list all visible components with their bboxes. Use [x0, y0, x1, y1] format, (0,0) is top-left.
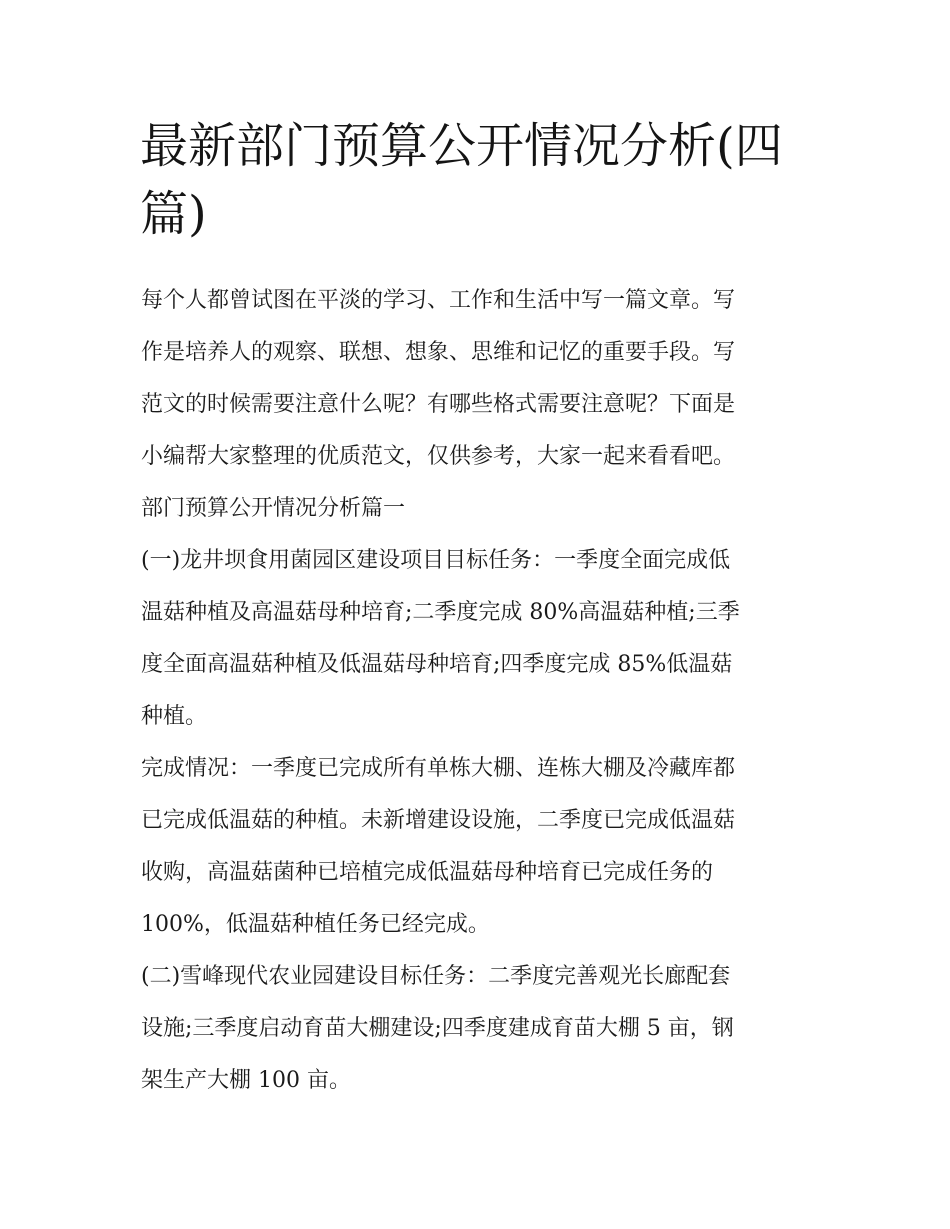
body-line: 度全面高温菇种植及低温菇母种培育;四季度完成 85%低温菇: [141, 652, 733, 677]
title-line: 篇): [140, 186, 207, 242]
body-line: 小编帮大家整理的优质范文，仅供参考，大家一起来看看吧。: [141, 444, 736, 469]
body-line: 作是培养人的观察、联想、想象、思维和记忆的重要手段。写: [141, 340, 736, 365]
title-line: 最新部门预算公开情况分析(四: [140, 118, 783, 174]
document-title: [140, 112, 830, 248]
body-line: (二)雪峰现代农业园建设目标任务：二季度完善观光长廊配套: [141, 964, 731, 989]
section-heading: 部门预算公开情况分析篇一: [141, 496, 406, 521]
body-line: 100%，低温菇种植任务已经完成。: [141, 912, 490, 937]
body-line: 设施;三季度启动育苗大棚建设;四季度建成育苗大棚 5 亩，钢: [141, 1016, 734, 1041]
body-line: 温菇种植及高温菇母种培育;二季度完成 80%高温菇种植;三季: [141, 600, 740, 625]
body-line: (一)龙井坝食用菌园区建设项目目标任务：一季度全面完成低: [141, 548, 731, 573]
body-line: 已完成低温菇的种植。未新增建设设施，二季度已完成低温菇: [141, 808, 736, 833]
body-line: 范文的时候需要注意什么呢？有哪些格式需要注意呢？下面是: [141, 392, 736, 417]
document-body: [141, 275, 831, 1107]
body-line: 架生产大棚 100 亩。: [141, 1068, 351, 1093]
body-line: 种植。: [141, 704, 208, 729]
body-line: 每个人都曾试图在平淡的学习、工作和生活中写一篇文章。写: [141, 288, 736, 313]
body-line: 完成情况：一季度已完成所有单栋大棚、连栋大棚及冷藏库都: [141, 756, 736, 781]
body-line: 收购，高温菇菌种已培植完成低温菇母种培育已完成任务的: [141, 860, 714, 885]
